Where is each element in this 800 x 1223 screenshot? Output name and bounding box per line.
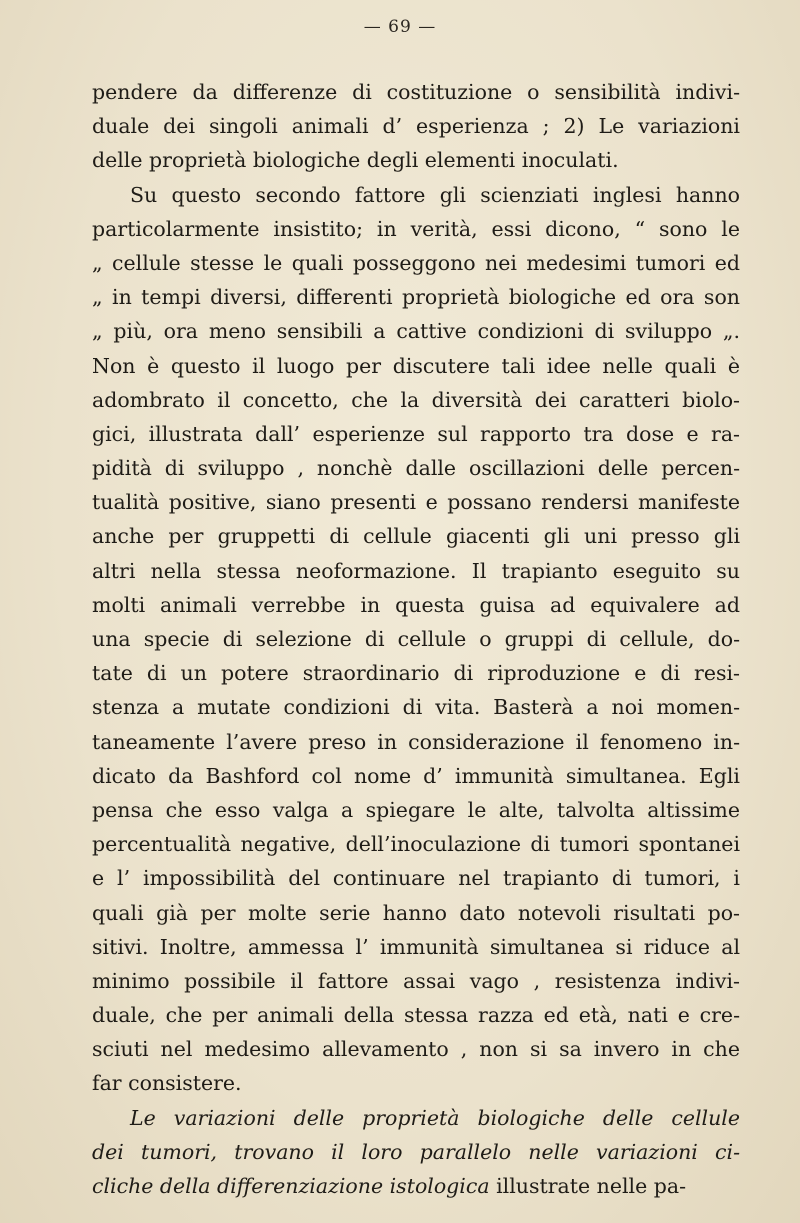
text-line: e l’ impossibilità del continuare nel trapianto di tumori, i bbox=[92, 866, 740, 891]
text-line: pendere da differenze di costituzione o sensibilità indivi- bbox=[92, 80, 740, 104]
text-line: tate di un potere straordinario di riproduzione e di resi- bbox=[92, 661, 740, 686]
text-line: pensa che esso valga a spiegare le alte, talvolta altissime bbox=[92, 797, 740, 822]
text-line: gici, illustrata dall’ esperienze sul rapporto tra dose e ra- bbox=[92, 421, 740, 446]
text-line: sitivi. Inoltre, ammessa l’ immunità simultanea si riduce al bbox=[92, 934, 740, 959]
text-line-italic: dei tumori, trovano il loro parallelo nelle variazioni ci- bbox=[92, 1139, 740, 1164]
text-line: una specie di selezione di cellule o gruppi di cellule, do- bbox=[92, 627, 740, 651]
text-line: anche per gruppetti di cellule giacenti gli uni presso gli bbox=[92, 524, 740, 549]
text-line-italic: Le variazioni delle proprietà biologiche delle cellule bbox=[130, 1105, 740, 1130]
text-line: quali già per molte serie hanno dato notevoli risultati po- bbox=[92, 900, 740, 925]
text-line: duale, che per animali della stessa razza ed età, nati e cre- bbox=[92, 1003, 740, 1028]
text-line: dicato da Bashford col nome d’ immunità simultanea. Egli bbox=[92, 763, 740, 788]
text-line: taneamente l’avere preso in considerazione il fenomeno in- bbox=[92, 729, 740, 754]
regular-phrase: illustrate nelle pa- bbox=[489, 1174, 686, 1198]
text-line: molti animali verrebbe in questa guisa ad equivalere ad bbox=[92, 592, 740, 617]
text-line: far consistere. bbox=[92, 1071, 242, 1096]
text-line: tualità positive, siano presenti e possano rendersi manifeste bbox=[92, 490, 740, 515]
text-line: sciuti nel medesimo allevamento , non si sa invero in che bbox=[92, 1037, 740, 1062]
text-line: „ cellule stesse le quali posseggono nei medesimi tumori ed bbox=[92, 250, 740, 275]
text-line-mixed bbox=[92, 1169, 740, 1203]
text-line: Non è questo il luogo per discutere tali idee nelle quali è bbox=[92, 353, 740, 378]
text-line: adombrato il concetto, che la diversità dei caratteri biolo- bbox=[92, 387, 740, 412]
text-line: altri nella stessa neoformazione. Il trapianto eseguito su bbox=[92, 558, 740, 583]
text-line: „ più, ora meno sensibili a cattive condizioni di sviluppo „. bbox=[92, 319, 740, 344]
text-body bbox=[92, 75, 740, 1203]
text-line: delle proprietà biologiche degli elementi inoculati. bbox=[92, 148, 619, 173]
text-line: minimo possibile il fattore assai vago , resistenza indivi- bbox=[92, 968, 740, 993]
text-line: stenza a mutate condizioni di vita. Basterà a noi momen- bbox=[92, 695, 740, 720]
text-line: duale dei singoli animali d’ esperienza ; 2) Le variazioni bbox=[92, 114, 740, 139]
text-line: Su questo secondo fattore gli scienziati inglesi hanno bbox=[130, 182, 740, 207]
italic-phrase: cliche della differenziazione istologica bbox=[92, 1174, 490, 1198]
text-line: percentualità negative, dell’inoculazione di tumori spontanei bbox=[92, 832, 740, 857]
text-line: „ in tempi diversi, differenti proprietà biologiche ed ora son bbox=[92, 285, 740, 310]
page-number: — 69 — bbox=[363, 17, 437, 37]
text-line: pidità di sviluppo , nonchè dalle oscillazioni delle percen- bbox=[92, 456, 740, 481]
text-line: particolarmente insistito; in verità, essi dicono, “ sono le bbox=[92, 216, 740, 241]
